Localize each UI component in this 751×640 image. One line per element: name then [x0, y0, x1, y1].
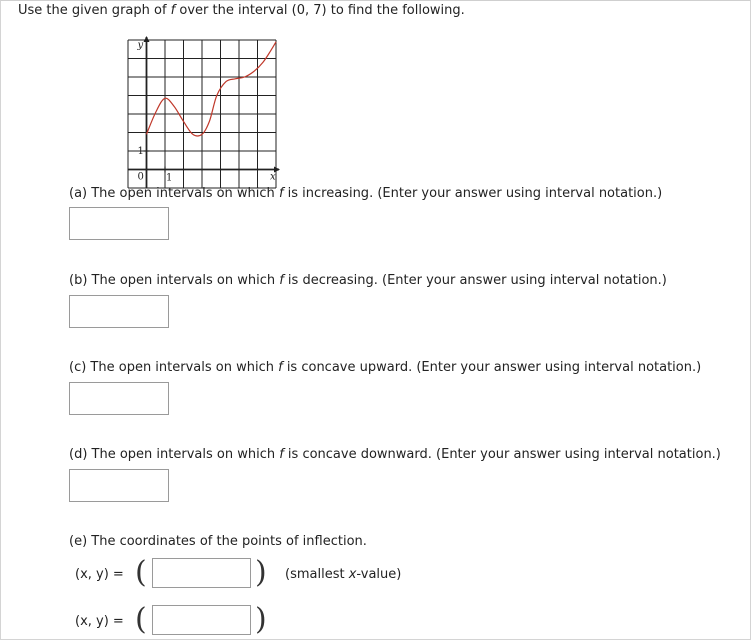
right-paren: ) [255, 555, 267, 590]
function-curve [147, 42, 277, 136]
origin-label: 0 [137, 171, 144, 183]
inflection-1-label: (x, y) = [75, 567, 124, 582]
part-d-answer-input[interactable] [69, 469, 169, 502]
y-axis-label: y [137, 40, 144, 51]
left-paren: ( [135, 555, 147, 590]
smallest-x-note: (smallest x-value) [285, 567, 402, 582]
part-d-prompt: (d) The open intervals on which f is concave downward. (Enter your answer using interval notation.) [69, 447, 721, 462]
part-c-prompt: (c) The open intervals on which f is concave upward. (Enter your answer using interval notation.) [69, 360, 702, 375]
y-axis-arrow [144, 36, 150, 42]
inflection-2-label: (x, y) = [75, 614, 124, 629]
right-paren: ) [255, 602, 267, 637]
x-tick-label: 1 [166, 172, 173, 184]
x-axis-label: x [270, 171, 276, 183]
inflection-2-input[interactable] [152, 605, 251, 635]
part-a-answer-input[interactable] [69, 207, 169, 240]
question-intro: Use the given graph of f over the interval (0, 7) to find the following. [18, 3, 465, 18]
part-e-prompt: (e) The coordinates of the points of inflection. [69, 534, 367, 549]
function-graph [120, 36, 280, 184]
part-c-answer-input[interactable] [69, 382, 169, 415]
part-b-prompt: (b) The open intervals on which f is decreasing. (Enter your answer using interval notation.) [69, 273, 667, 288]
part-b-answer-input[interactable] [69, 295, 169, 328]
part-a-prompt: (a) The open intervals on which f is increasing. (Enter your answer using interval notation.) [69, 186, 663, 201]
graph-grid [128, 36, 280, 188]
y-tick-label: 1 [137, 146, 144, 157]
left-paren: ( [135, 602, 147, 637]
inflection-1-input[interactable] [152, 558, 251, 588]
